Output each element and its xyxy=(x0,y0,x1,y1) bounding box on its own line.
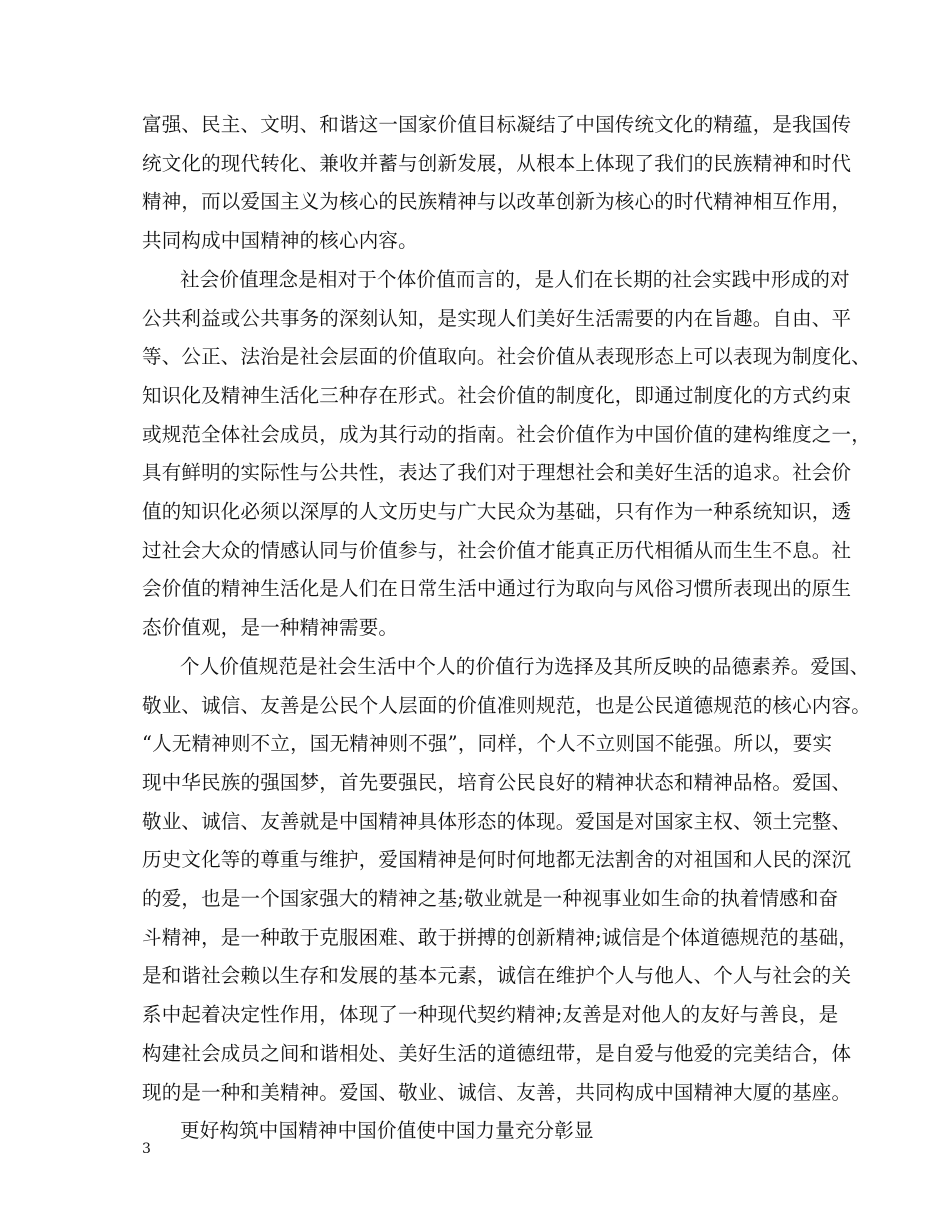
text-line: 斗精神，是一种敢于克服困难、敢于拼搏的创新精神;诚信是个体道德规范的基础， xyxy=(142,926,858,949)
page-number: 3 xyxy=(142,1141,151,1157)
text-line: 现中华民族的强国梦，首先要强民，培育公民良好的精神状态和精神品格。爱国、 xyxy=(142,771,852,794)
text-line: 知识化及精神生活化三种存在形式。社会价值的制度化，即通过制度化的方式约束 xyxy=(142,384,852,407)
text-line: 态价值观，是一种精神需要。 xyxy=(142,616,399,639)
text-line: 共同构成中国精神的核心内容。 xyxy=(142,229,418,252)
text-line: 具有鲜明的实际性与公共性，表达了我们对于理想社会和美好生活的追求。社会价 xyxy=(142,461,852,484)
text-line: 过社会大众的情感认同与价值参与，社会价值才能真正历代相循从而生生不息。社 xyxy=(142,539,852,562)
text-line: 统文化的现代转化、兼收并蓄与创新发展，从根本上体现了我们的民族精神和时代 xyxy=(142,152,852,175)
text-line: 构建社会成员之间和谐相处、美好生活的道德纽带，是自爱与他爱的完美结合，体 xyxy=(142,1042,852,1065)
paragraph-first-line: 社会价值理念是相对于个体价值而言的，是人们在长期的社会实践中形成的对 xyxy=(180,268,850,291)
text-line: 或规范全体社会成员，成为其行动的指南。社会价值作为中国价值的建构维度之一， xyxy=(142,423,871,446)
text-line: 公共利益或公共事务的深刻认知，是实现人们美好生活需要的内在旨趣。自由、平 xyxy=(142,307,852,330)
text-line: 富强、民主、文明、和谐这一国家价值目标凝结了中国传统文化的精蕴，是我国传 xyxy=(142,113,852,136)
section-heading-line: 更好构筑中国精神中国价值使中国力量充分彰显 xyxy=(180,1119,594,1142)
text-line: 等、公正、法治是社会层面的价值取向。社会价值从表现形态上可以表现为制度化、 xyxy=(142,345,871,368)
text-line: 会价值的精神生活化是人们在日常生活中通过行为取向与风俗习惯所表现出的原生 xyxy=(142,577,852,600)
text-line: 历史文化等的尊重与维护，爱国精神是何时何地都无法割舍的对祖国和人民的深沉 xyxy=(142,848,852,871)
text-line: 现的是一种和美精神。爱国、敬业、诚信、友善，共同构成中国精神大厦的基座。 xyxy=(142,1081,852,1104)
text-line: 敬业、诚信、友善是公民个人层面的价值准则规范，也是公民道德规范的核心内容。 xyxy=(142,694,871,717)
text-line: 的爱，也是一个国家强大的精神之基;敬业就是一种视事业如生命的执着情感和奋 xyxy=(142,887,839,910)
text-line: 系中起着决定性作用，体现了一种现代契约精神;友善是对他人的友好与善良，是 xyxy=(142,1003,839,1026)
text-line: “人无精神则不立，国无精神则不强”，同样，个人不立则国不能强。所以，要实 xyxy=(142,732,833,755)
text-line: 值的知识化必须以深厚的人文历史与广大民众为基础，只有作为一种系统知识，透 xyxy=(142,500,852,523)
text-line: 敬业、诚信、友善就是中国精神具体形态的体现。爱国是对国家主权、领土完整、 xyxy=(142,810,852,833)
text-line: 精神，而以爱国主义为核心的民族精神与以改革创新为核心的时代精神相互作用， xyxy=(142,190,852,213)
paragraph-first-line: 个人价值规范是社会生活中个人的价值行为选择及其所反映的品德素养。爱国、 xyxy=(180,655,870,678)
text-line: 是和谐社会赖以生存和发展的基本元素，诚信在维护个人与他人、个人与社会的关 xyxy=(142,964,852,987)
